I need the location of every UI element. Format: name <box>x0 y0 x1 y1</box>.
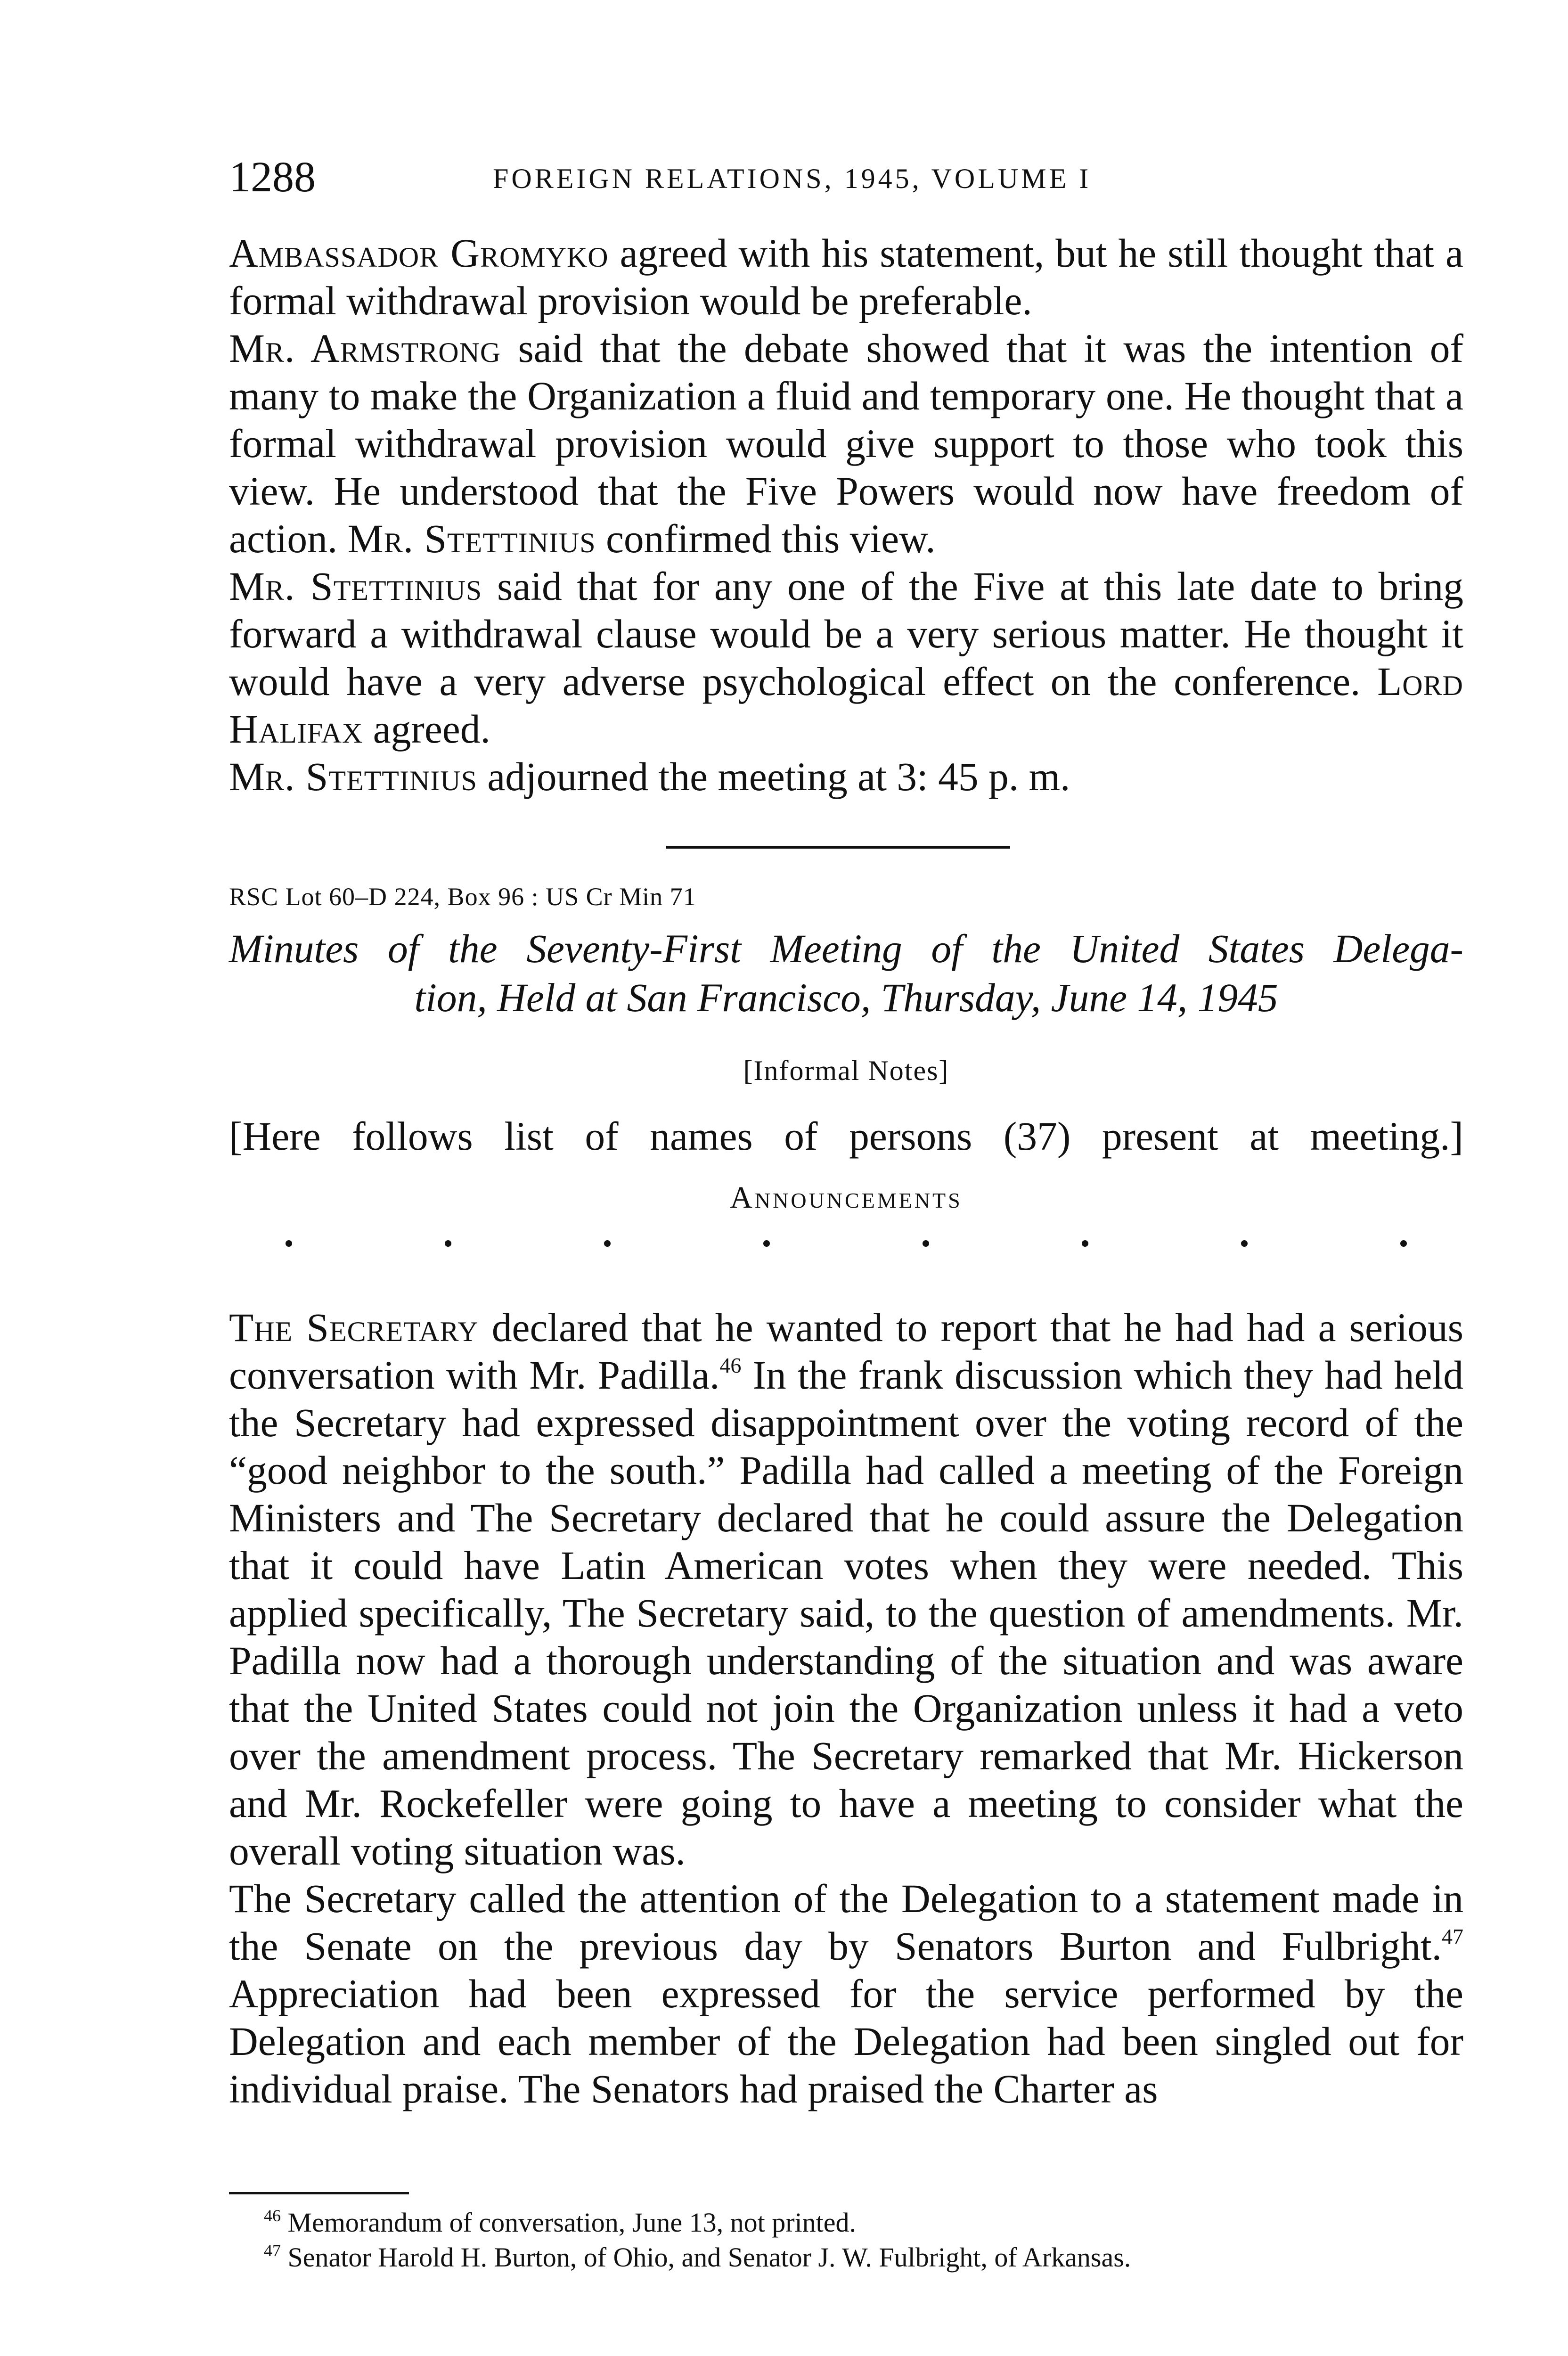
footnote-mark: 46 <box>264 2206 281 2225</box>
paragraph-armstrong <box>229 325 1463 563</box>
paragraph-secretary-report <box>229 1304 1463 1875</box>
paragraph-text: In the frank discussion which they had held the Secretary had expressed disappointment over the voting record of the “good neighbor to the south.” Padilla had called a meeting of the Foreign Ministers and The Secretary declared that he could assure the Delegation that it could have Latin American votes when they were needed. This applied specifically, The Secretary said, to the question of amendments. Mr. Padilla now had a thorough understanding of the situation and was aware that the United States could not join the Organization unless it had a veto over the amendment process. The Secretary remarked that Mr. Hickerson and Mr. Rockefeller were going to have a meeting to consider what the overall voting situation was. <box>229 1353 1463 1873</box>
paragraph-text: The Secretary called the attention of the Delegation to a statement made in the Senate on the previous day by Senators Burton and Fulbright. <box>229 1877 1463 1969</box>
paragraph-stettinius <box>229 563 1463 753</box>
section-heading: Announcements <box>730 1180 963 1215</box>
speaker-name: Mr. Stettinius <box>229 755 477 799</box>
footnote-text: Senator Harold H. Burton, of Ohio, and Senator J. W. Fulbright, of Arkansas. <box>281 2242 1131 2273</box>
speaker-name: Mr. Stettinius <box>347 517 596 561</box>
paragraph-adjourned <box>229 753 1463 801</box>
continued-discussion <box>229 230 1463 801</box>
paragraph-text: adjourned the meeting at 3: 45 p. m. <box>477 755 1070 799</box>
speaker-name: Lord Halifax <box>229 660 1463 752</box>
footnote-46 <box>264 2205 1463 2240</box>
paragraph-text: agreed with his statement, but he still thought that a formal withdrawal provision would be preferable. <box>229 231 1463 323</box>
footnote-ref: 47 <box>1442 1924 1463 1948</box>
informal-notes-label: [Informal Notes] <box>743 1055 949 1086</box>
paragraph-text: said that for any one of the Five at this late date to bring forward a withdrawal clause would be a very serious matter. He thought it would have a very adverse psychological effect on the conference. <box>229 564 1463 704</box>
ellipsis-dot <box>604 1240 611 1247</box>
speaker-name: Ambassador Gromyko <box>229 231 609 276</box>
footnote-mark: 47 <box>264 2241 281 2260</box>
running-head: FOREIGN RELATIONS, 1945, VOLUME I <box>493 163 1092 194</box>
paragraph-text: Appreciation had been expressed for the service performed by the Delegation and each member of the Delegation had been singled out for individual praise. The Senators had praised the Charter as <box>229 1972 1463 2111</box>
page-number: 1288 <box>229 153 316 201</box>
announcements-text <box>229 1304 1463 2113</box>
ellipsis-dot <box>445 1240 451 1247</box>
page-header <box>229 151 1463 203</box>
paragraph-text: agreed. <box>363 707 490 752</box>
paragraph-gromyko <box>229 230 1463 325</box>
footnote-text: Memorandum of conversation, June 13, not printed. <box>281 2207 856 2238</box>
ellipsis-omission <box>229 1231 1463 1259</box>
footnote-ref: 46 <box>719 1353 742 1377</box>
ellipsis-dot <box>923 1240 929 1247</box>
attendance-note: [Here follows list of names of persons (37) present at meeting.] <box>229 1114 1463 1159</box>
paragraph-senate-statement <box>229 1875 1463 2113</box>
paragraph-text: confirmed this view. <box>596 517 936 561</box>
document-title <box>229 924 1463 1023</box>
speaker-name: Mr. Stettinius <box>229 564 482 609</box>
ellipsis-dot <box>1400 1240 1407 1247</box>
speaker-name: The Secretary <box>229 1306 479 1350</box>
paragraph-text: declared that he wanted to report that he had had a serious conversation with Mr. Padilla. <box>229 1306 1463 1398</box>
ellipsis-dot <box>1241 1240 1248 1247</box>
source-citation: RSC Lot 60–D 224, Box 96 : US Cr Min 71 <box>229 883 696 911</box>
ellipsis-dot <box>1082 1240 1088 1247</box>
speaker-name: Mr. Armstrong <box>229 327 501 371</box>
footnote-47 <box>264 2240 1463 2275</box>
document-title-line2: tion, Held at San Francisco, Thursday, June 14, 1945 <box>414 976 1278 1020</box>
footnote-divider <box>229 2192 409 2194</box>
section-divider <box>666 846 1010 849</box>
footnotes <box>264 2205 1463 2275</box>
document-title-line1: Minutes of the Seventy-First Meeting of the United States Delega- <box>229 927 1463 971</box>
ellipsis-dot <box>286 1240 292 1247</box>
ellipsis-dot <box>763 1240 770 1247</box>
paragraph-text: said that the debate showed that it was the intention of many to make the Organization a fluid and temporary one. He thought that a formal withdrawal provision would give support to those who took this view. He understood that the Five Powers would now have freedom of action. <box>229 327 1463 561</box>
